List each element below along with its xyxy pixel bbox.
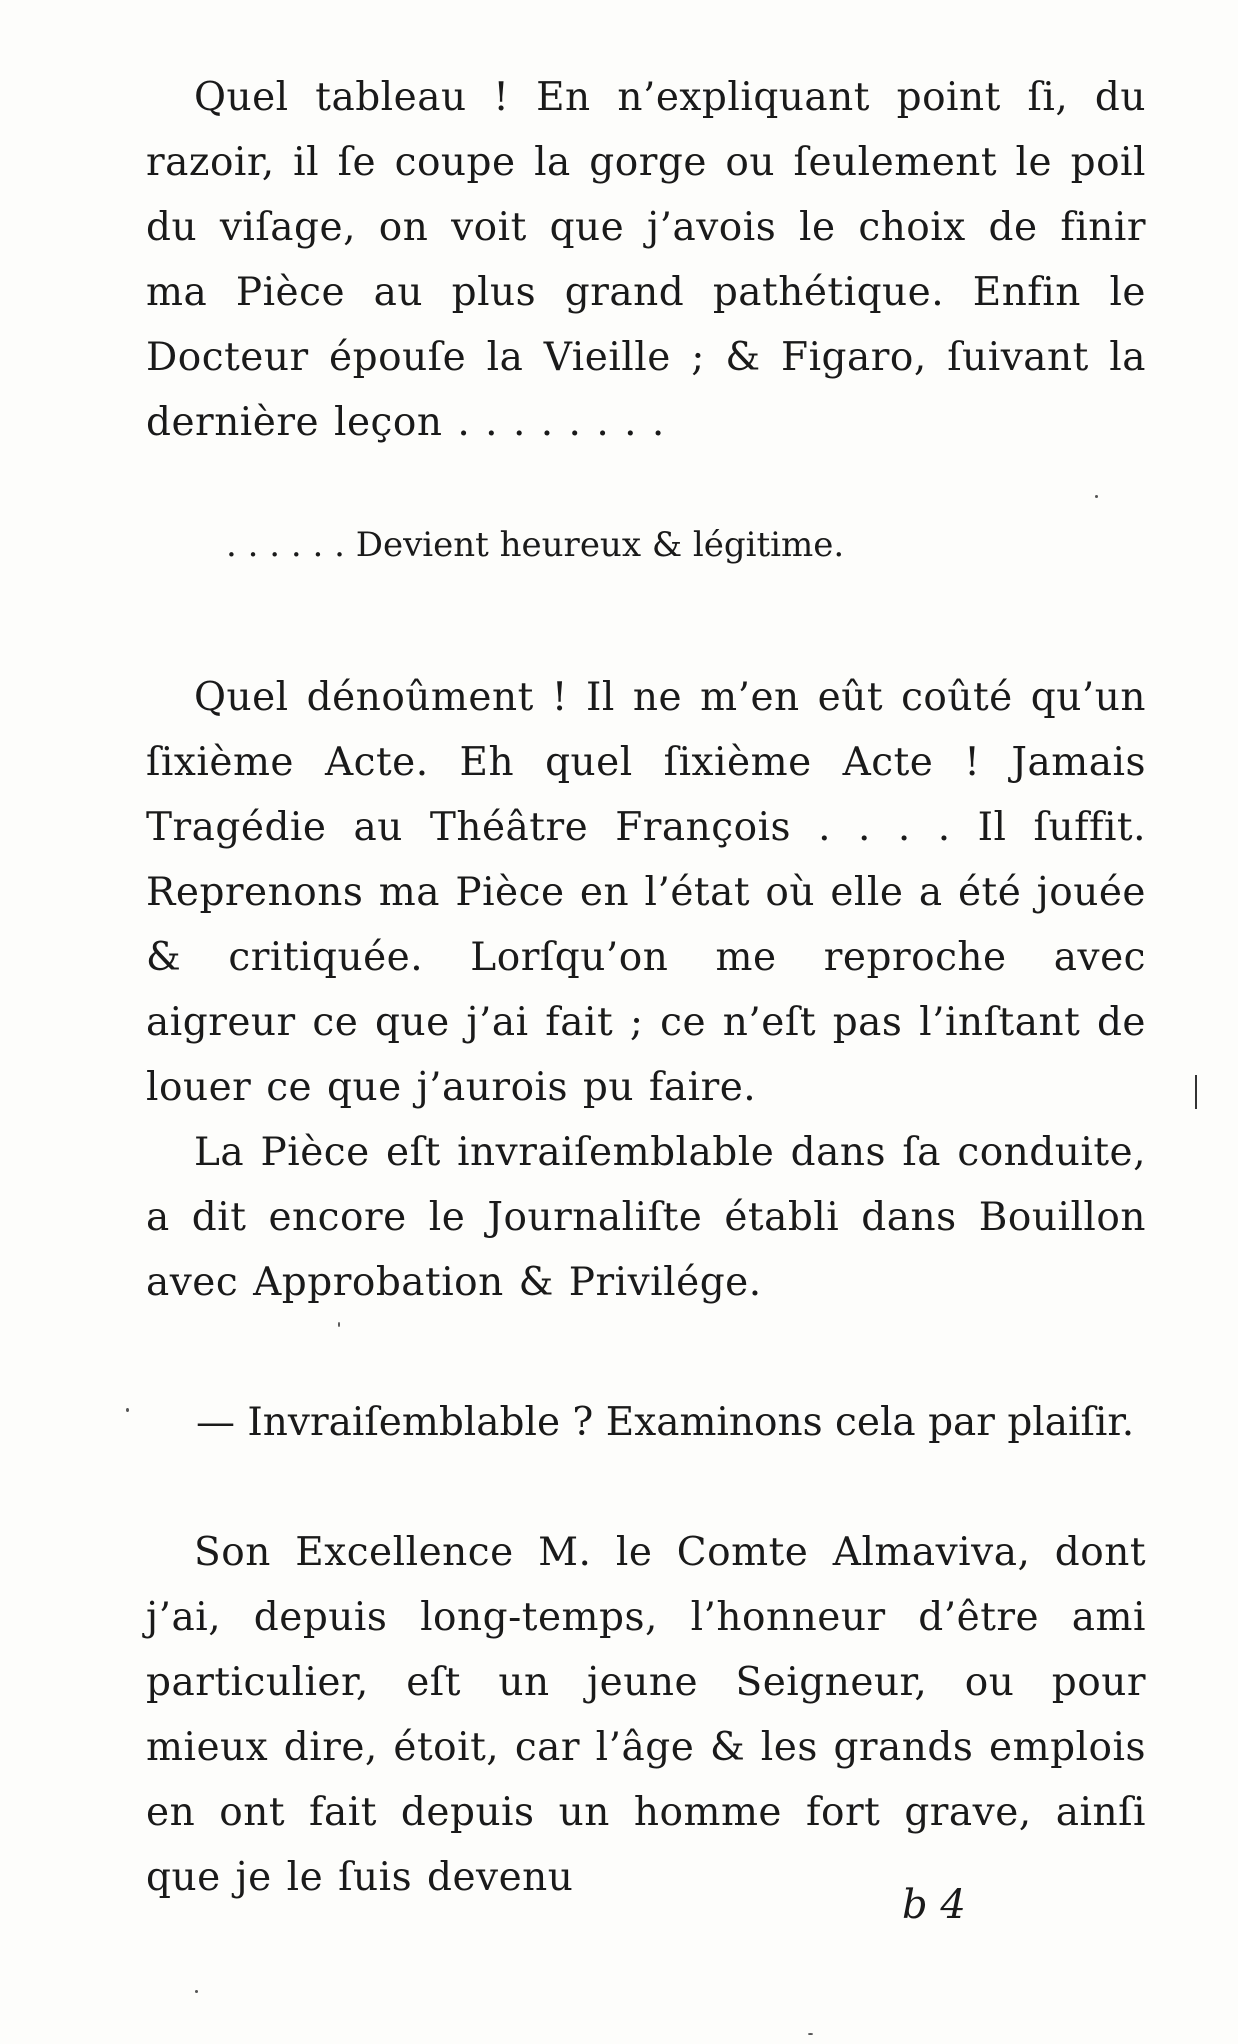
paper-speck [126, 1408, 129, 1412]
paragraph-1: Quel tableau ! En n’expliquant point ſi, du razoir, il ſe coupe la gorge ou ſeulement le poil du viſage, on voit que j’avois le choix de finir ma Pièce au plus grand pathétique. Enfin le Docteur épouſe la Vieille ; & Figaro, ſuivant la dernière leçon . . . . . . . . [146, 75, 1146, 445]
dash-line: — Invraiſemblable ? Examinons cela par plaiſir. [196, 1400, 1135, 1445]
paragraph-3: La Pièce eſt invraiſemblable dans ſa conduite, a dit encore le Journaliſte établi dans Bouillon avec Approbation & Privilége. [146, 1130, 1146, 1305]
text-block-1 [146, 65, 1146, 455]
signature-mark: b 4 [902, 1882, 966, 1928]
paper-speck [808, 2033, 813, 2035]
text-block-4 [146, 1520, 1146, 1910]
paragraph-4: Son Excellence M. le Comte Almaviva, dont j’ai, depuis long-temps, l’honneur d’être ami particulier, eſt un jeune Seigneur, ou pour mieux dire, étoit, car l’âge & les grands emplois en ont fait depuis un homme fort grave, ainſi que je le ſuis devenu [146, 1530, 1146, 1900]
paragraph-2: Quel dénoûment ! Il ne m’en eût coûté qu’un ſixième Acte. Eh quel ſixième Acte ! Jamais Tragédie au Théâtre François . . . . Il ſuffit. Reprenons ma Pièce en l’état où elle a été jouée & critiquée. Lorſqu’on me reproche avec aigreur ce que j’ai fait ; ce n’eſt pas l’inſtant de louer ce que j’aurois pu faire. [146, 675, 1146, 1110]
paper-speck [338, 1322, 340, 1327]
paper-speck [195, 1990, 198, 1993]
text-block-2 [146, 665, 1146, 1120]
paper-speck [1095, 495, 1098, 498]
stray-mark [1195, 1075, 1197, 1109]
verse-line: . . . . . . Devient heureux & légitime. [226, 525, 845, 565]
text-block-3 [146, 1120, 1146, 1315]
